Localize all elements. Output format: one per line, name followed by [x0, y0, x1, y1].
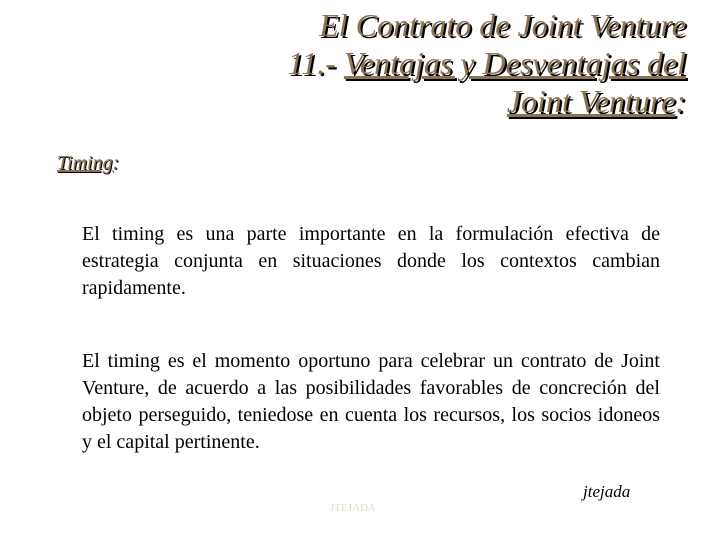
title-line-1: El Contrato de Joint Venture [319, 7, 686, 43]
title-line-3 [126, 82, 686, 120]
title-subtitle-part-1: Ventajas y Desventajas del [343, 45, 686, 81]
title-number: 11.- [287, 45, 344, 81]
slide-title [126, 6, 686, 120]
author-label: jtejada [583, 482, 631, 501]
section-heading [57, 150, 119, 176]
title-subtitle-part-2: Joint Venture [506, 83, 676, 119]
paragraph-2: El timing es el momento oportuno para celebrar un contrato de Joint Venture, de acuerdo a las posibilidades favorables de concreción del objeto perseguido, teniedose en cuenta los recursos, los socios idoneos y el capital pertinente. [82, 350, 660, 453]
faint-footer-label: JTEJADA [330, 502, 376, 514]
section-heading-colon: : [112, 152, 120, 174]
title-line-2 [126, 44, 686, 82]
section-heading-text: Timing [57, 152, 113, 174]
title-colon: : [675, 83, 686, 119]
paragraph-1: El timing es una parte importante en la formulación efectiva de estrategia conjunta en situaciones donde los contextos cambian rapidamente. [82, 223, 660, 299]
